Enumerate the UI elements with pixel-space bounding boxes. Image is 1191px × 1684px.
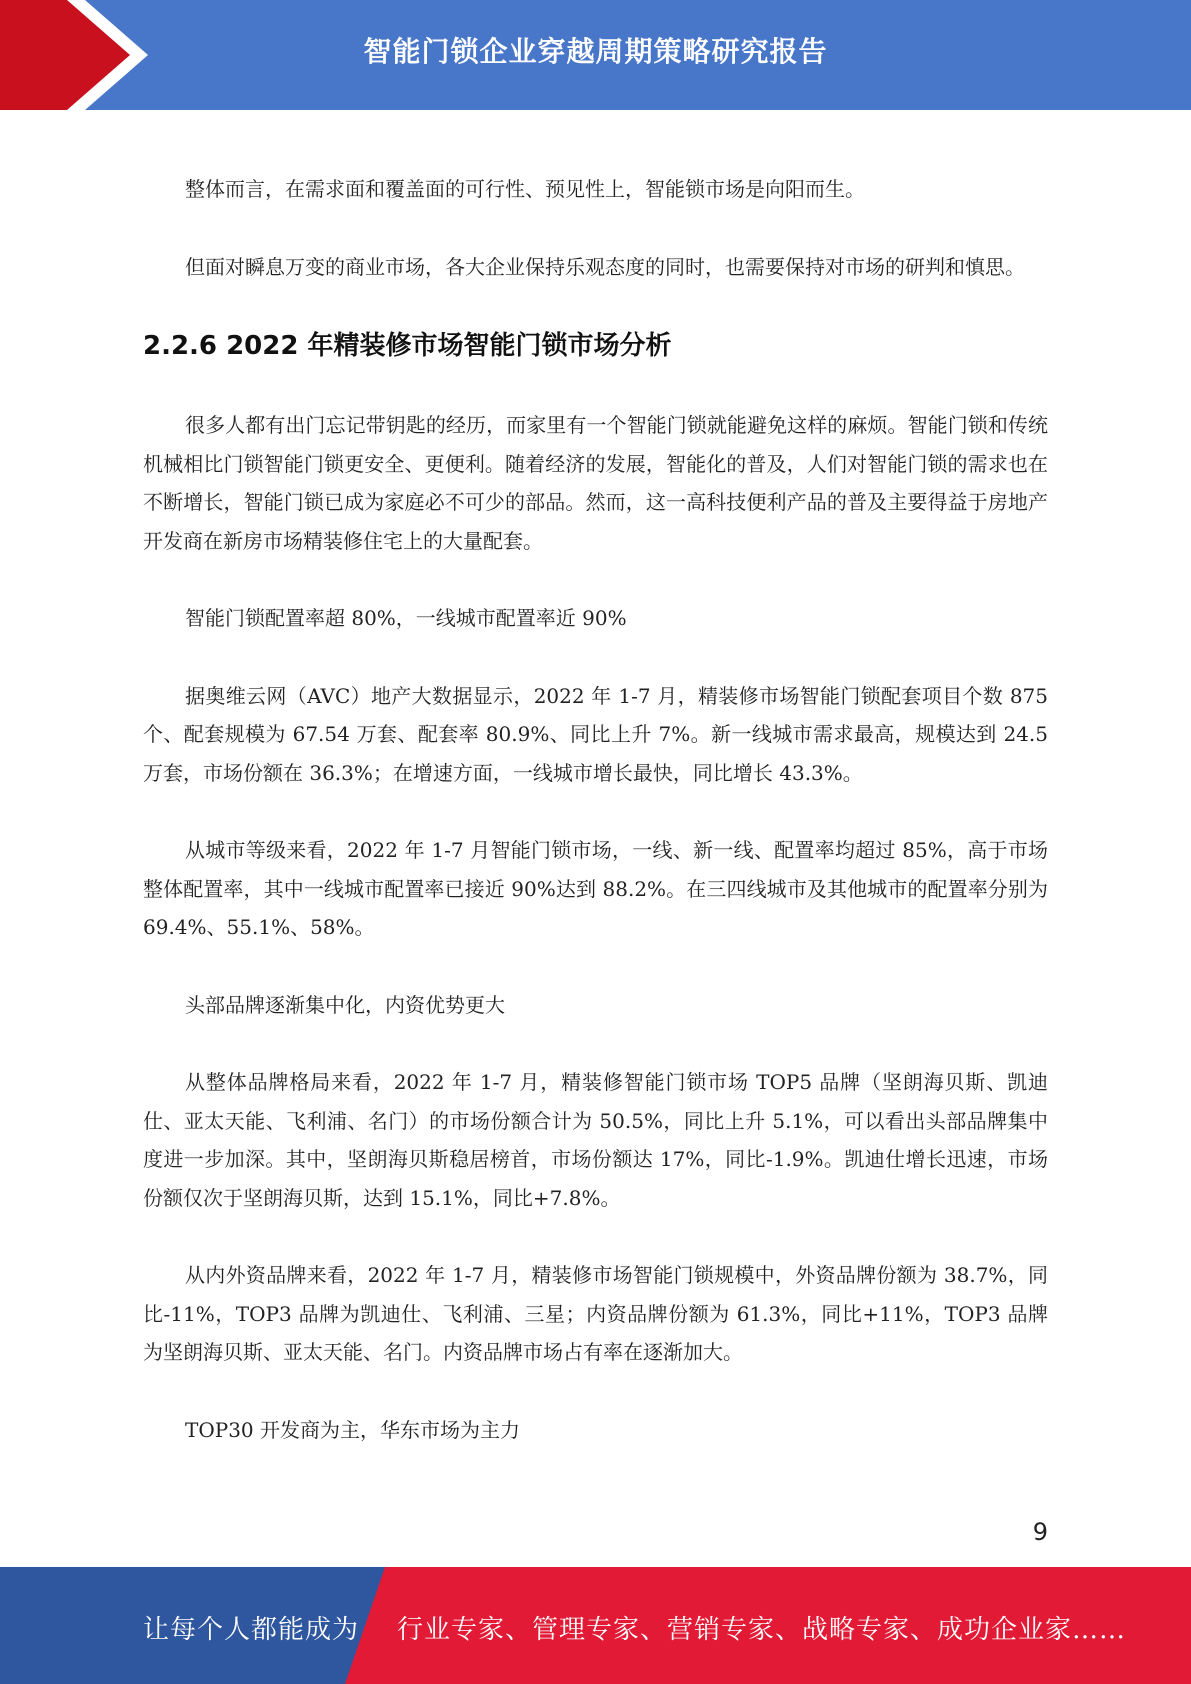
subheading-paragraph: 智能门锁配置率超 80%，一线城市配置率近 90% [185, 606, 627, 630]
paragraph: 从整体品牌格局来看，2022 年 1-7 月，精装修智能门锁市场 TOP5 品牌（坚朗海贝斯、凯迪仕、亚太天能、飞利浦、名门）的市场份额合计为 50.5%，同比上升 5.1%，可以看出头部品牌集中度进一步加深。其中，坚朗海贝斯稳居榜首，市场份额达 17%，同比-1.9%。凯迪仕增长迅速，市场份额仅次于坚朗海贝斯，达到 15.1%，同比+7.8%。 [143, 1070, 1048, 1210]
paragraph: 据奥维云网（AVC）地产大数据显示，2022 年 1-7 月，精装修市场智能门锁配套项目个数 875 个、配套规模为 67.54 万套、配套率 80.9%、同比上升 7%。新一线城市需求最高，规模达到 24.5 万套，市场份额在 36.3%；在增速方面，一线城市增长最快，同比增长 43.3%。 [143, 683, 1048, 785]
page-footer [0, 1567, 1191, 1684]
paragraph: 但面对瞬息万变的商业市场，各大企业保持乐观态度的同时，也需要保持对市场的研判和慎思。 [185, 254, 1025, 279]
paragraph: 很多人都有出门忘记带钥匙的经历，而家里有一个智能门锁就能避免这样的麻烦。智能门锁和传统机械相比门锁智能门锁更安全、更便利。随着经济的发展，智能化的普及，人们对智能门锁的需求也在不断增长，智能门锁已成为家庭必不可少的部品。然而，这一高科技便利产品的普及主要得益于房地产开发商在新房市场精装修住宅上的大量配套。 [143, 413, 1048, 553]
page-header [0, 0, 1191, 110]
section-heading: 2.2.6 2022 年精装修市场智能门锁市场分析 [143, 331, 672, 361]
report-title: 智能门锁企业穿越周期策略研究报告 [363, 35, 828, 68]
paragraph: 从城市等级来看，2022 年 1-7 月智能门锁市场，一线、新一线、配置率均超过 85%，高于市场整体配置率，其中一线城市配置率已接近 90%达到 88.2%。在三四线城市及其他城市的配置率分别为 69.4%、55.1%、58%。 [143, 838, 1048, 939]
footer-slogan-left: 让每个人都能成为 [143, 1615, 360, 1645]
subheading-paragraph: TOP30 开发商为主，华东市场为主力 [185, 1417, 520, 1442]
page-content [143, 170, 1048, 1449]
footer-slogan-right: 行业专家、管理专家、营销专家、战略专家、成功企业家…… [397, 1615, 1127, 1645]
subheading-paragraph: 头部品牌逐渐集中化，内资优势更大 [185, 992, 505, 1017]
page-number: 9 [1032, 1518, 1048, 1546]
paragraph: 整体而言，在需求面和覆盖面的可行性、预见性上，智能锁市场是向阳而生。 [185, 177, 865, 201]
paragraph: 从内外资品牌来看，2022 年 1-7 月，精装修市场智能门锁规模中，外资品牌份额为 38.7%，同比-11%，TOP3 品牌为凯迪仕、飞利浦、三星；内资品牌份额为 61.3%，同比+11%，TOP3 品牌为坚朗海贝斯、亚太天能、名门。内资品牌市场占有率在逐渐加大。 [143, 1263, 1048, 1364]
